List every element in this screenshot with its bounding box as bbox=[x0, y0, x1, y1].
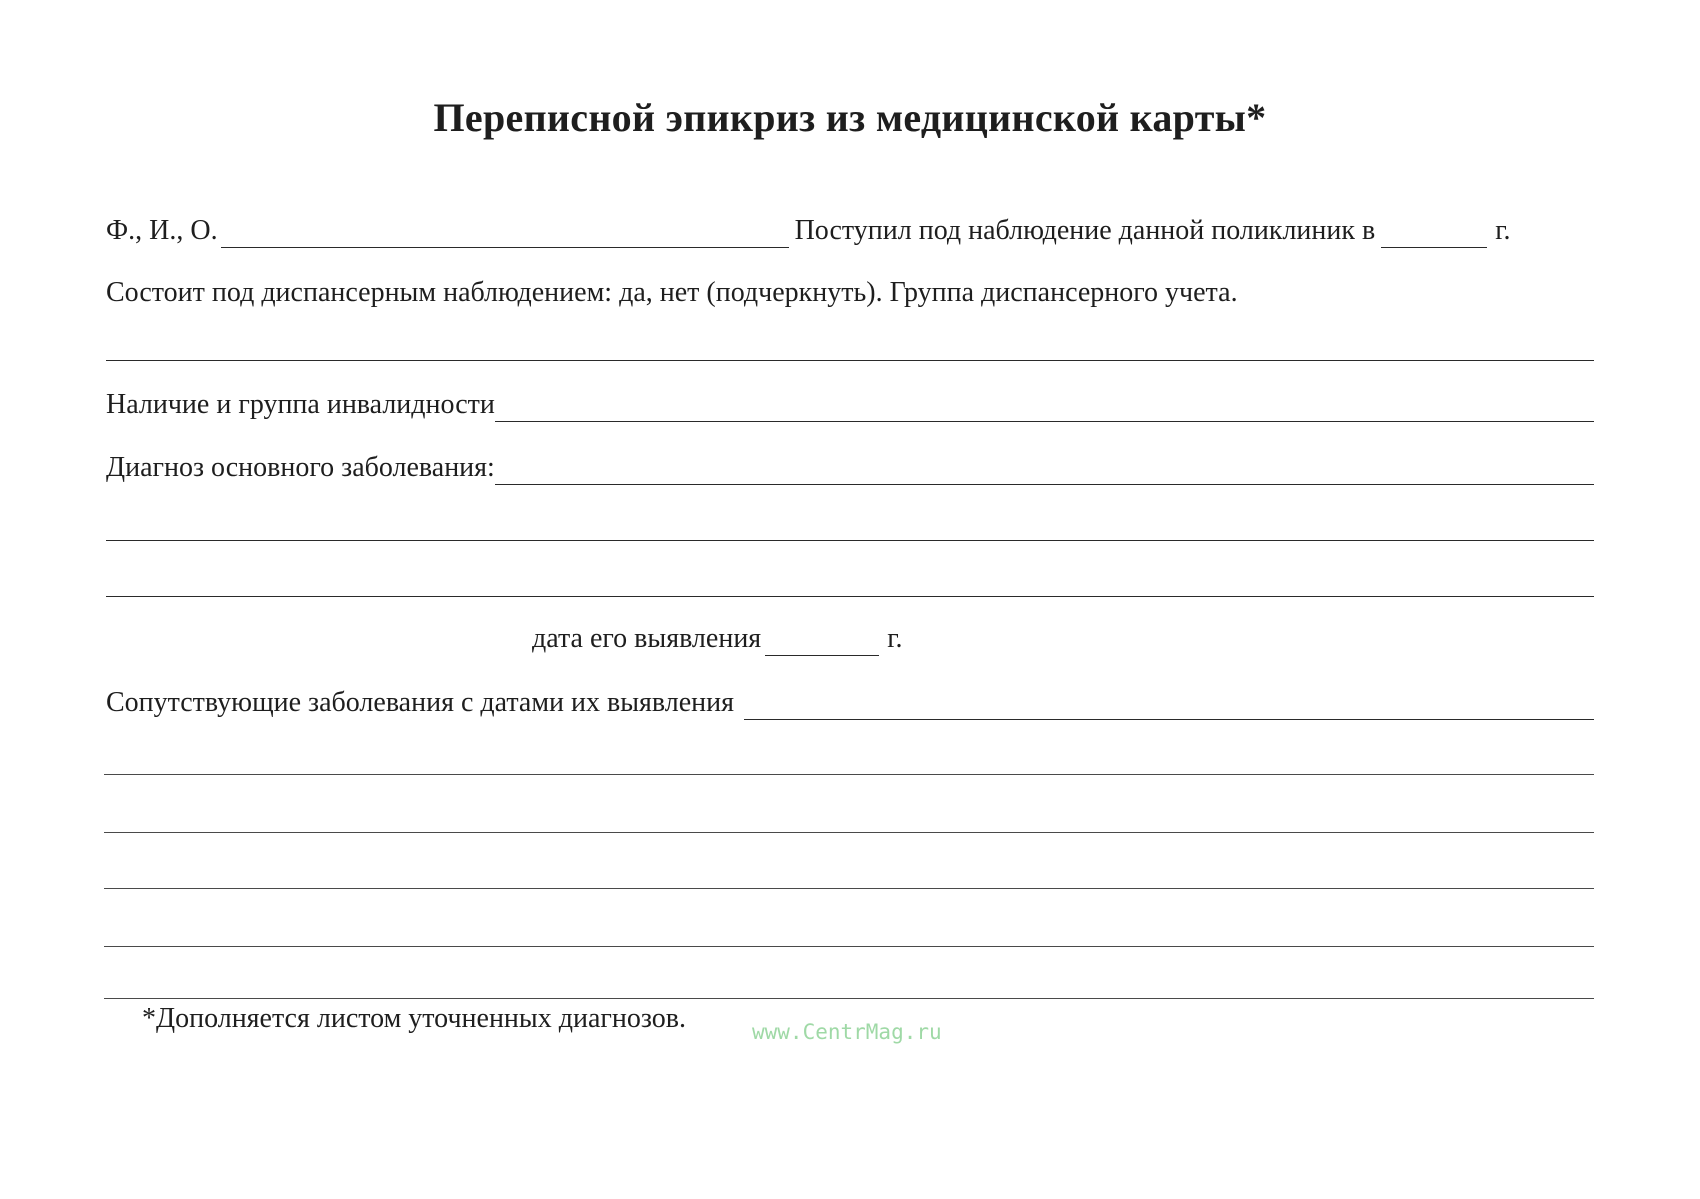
dispensary-row bbox=[106, 276, 1594, 310]
main-diagnosis-line-2[interactable] bbox=[106, 540, 1594, 541]
fio-row bbox=[106, 214, 1594, 248]
concomitant-label: Сопутствующие заболевания с датами их выявления bbox=[106, 687, 735, 718]
admitted-year-field[interactable] bbox=[1381, 221, 1487, 248]
fio-field[interactable] bbox=[221, 221, 789, 248]
detection-date-field[interactable] bbox=[765, 629, 879, 656]
page-title: Переписной эпикриз из медицинской карты* bbox=[433, 95, 1267, 140]
main-diagnosis-label: Диагноз основного заболевания: bbox=[106, 452, 495, 483]
watermark: www.CentrMag.ru bbox=[752, 1020, 942, 1044]
disability-row bbox=[106, 388, 1594, 422]
dispensary-label: Состоит под диспансерным наблюдением: да, нет (подчеркнуть). Группа диспансерного учета. bbox=[106, 277, 1238, 308]
admitted-label: Поступил под наблюдение данной поликлиник в bbox=[794, 215, 1376, 246]
concomitant-field[interactable] bbox=[744, 693, 1594, 720]
concomitant-line-5[interactable] bbox=[104, 946, 1594, 947]
concomitant-line-6[interactable] bbox=[104, 998, 1594, 999]
admitted-year-suffix: г. bbox=[1495, 215, 1511, 246]
detection-year-suffix: г. bbox=[887, 623, 903, 654]
dispensary-group-field[interactable] bbox=[106, 360, 1594, 361]
concomitant-row bbox=[106, 686, 1594, 720]
fio-label: Ф., И., О. bbox=[106, 215, 218, 246]
detection-date-label: дата его выявления bbox=[532, 623, 762, 654]
footnote: *Дополняется листом уточненных диагнозов. bbox=[142, 1003, 686, 1034]
main-diagnosis-field[interactable] bbox=[495, 458, 1594, 485]
concomitant-line-4[interactable] bbox=[104, 888, 1594, 889]
concomitant-line-3[interactable] bbox=[104, 832, 1594, 833]
detection-date-row bbox=[532, 622, 903, 656]
main-diagnosis-row bbox=[106, 451, 1594, 485]
disability-field[interactable] bbox=[495, 395, 1594, 422]
concomitant-line-2[interactable] bbox=[104, 774, 1594, 775]
disability-label: Наличие и группа инвалидности bbox=[106, 389, 495, 420]
main-diagnosis-line-3[interactable] bbox=[106, 596, 1594, 597]
